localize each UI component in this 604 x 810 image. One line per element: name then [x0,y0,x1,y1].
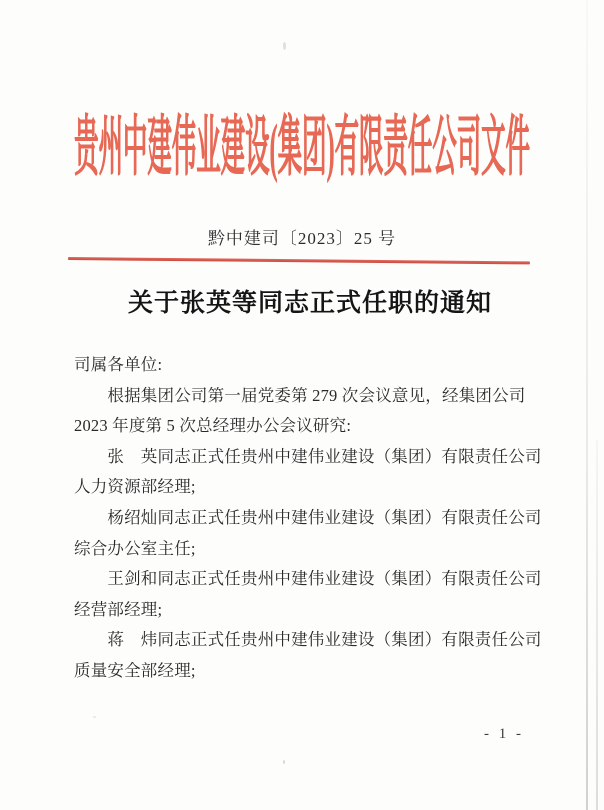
document-body [74,350,540,687]
body-line: 人力资源部经理; [74,477,196,497]
scan-speck-artifact [93,716,96,718]
scan-edge-artifact [586,0,588,810]
body-line: 2023 年度第 5 次总经理办公会议研究: [74,416,352,436]
scan-speck-artifact [283,760,285,764]
red-divider-rule [68,257,530,264]
body-line: 王剑和同志正式任贵州中建伟业建设（集团）有限责任公司 [74,569,542,589]
body-line: 经营部经理; [74,599,163,619]
body-line: 张 英同志正式任贵州中建伟业建设（集团）有限责任公司 [74,446,542,466]
body-line: 质量安全部经理; [74,660,196,680]
body-line: 蒋 炜同志正式任贵州中建伟业建设（集团）有限责任公司 [74,630,542,650]
company-header-title: 贵州中建伟业建设(集团)有限责任公司文件 [74,110,530,184]
body-line: 综合办公室主任; [74,538,196,558]
scan-speck-artifact [283,42,286,50]
page-number: - 1 - [484,726,524,742]
document-title: 关于张英等同志正式任职的通知 [127,290,492,317]
company-header-band [0,98,604,182]
body-line: 杨绍灿同志正式任贵州中建伟业建设（集团）有限责任公司 [74,507,542,527]
scan-edge-artifact [596,440,598,810]
document-number: 黔中建司〔2023〕25 号 [207,229,397,248]
body-line-salutation: 司属各单位: [74,355,163,374]
body-line: 根据集团公司第一届党委第 279 次会议意见，经集团公司 [74,385,526,405]
